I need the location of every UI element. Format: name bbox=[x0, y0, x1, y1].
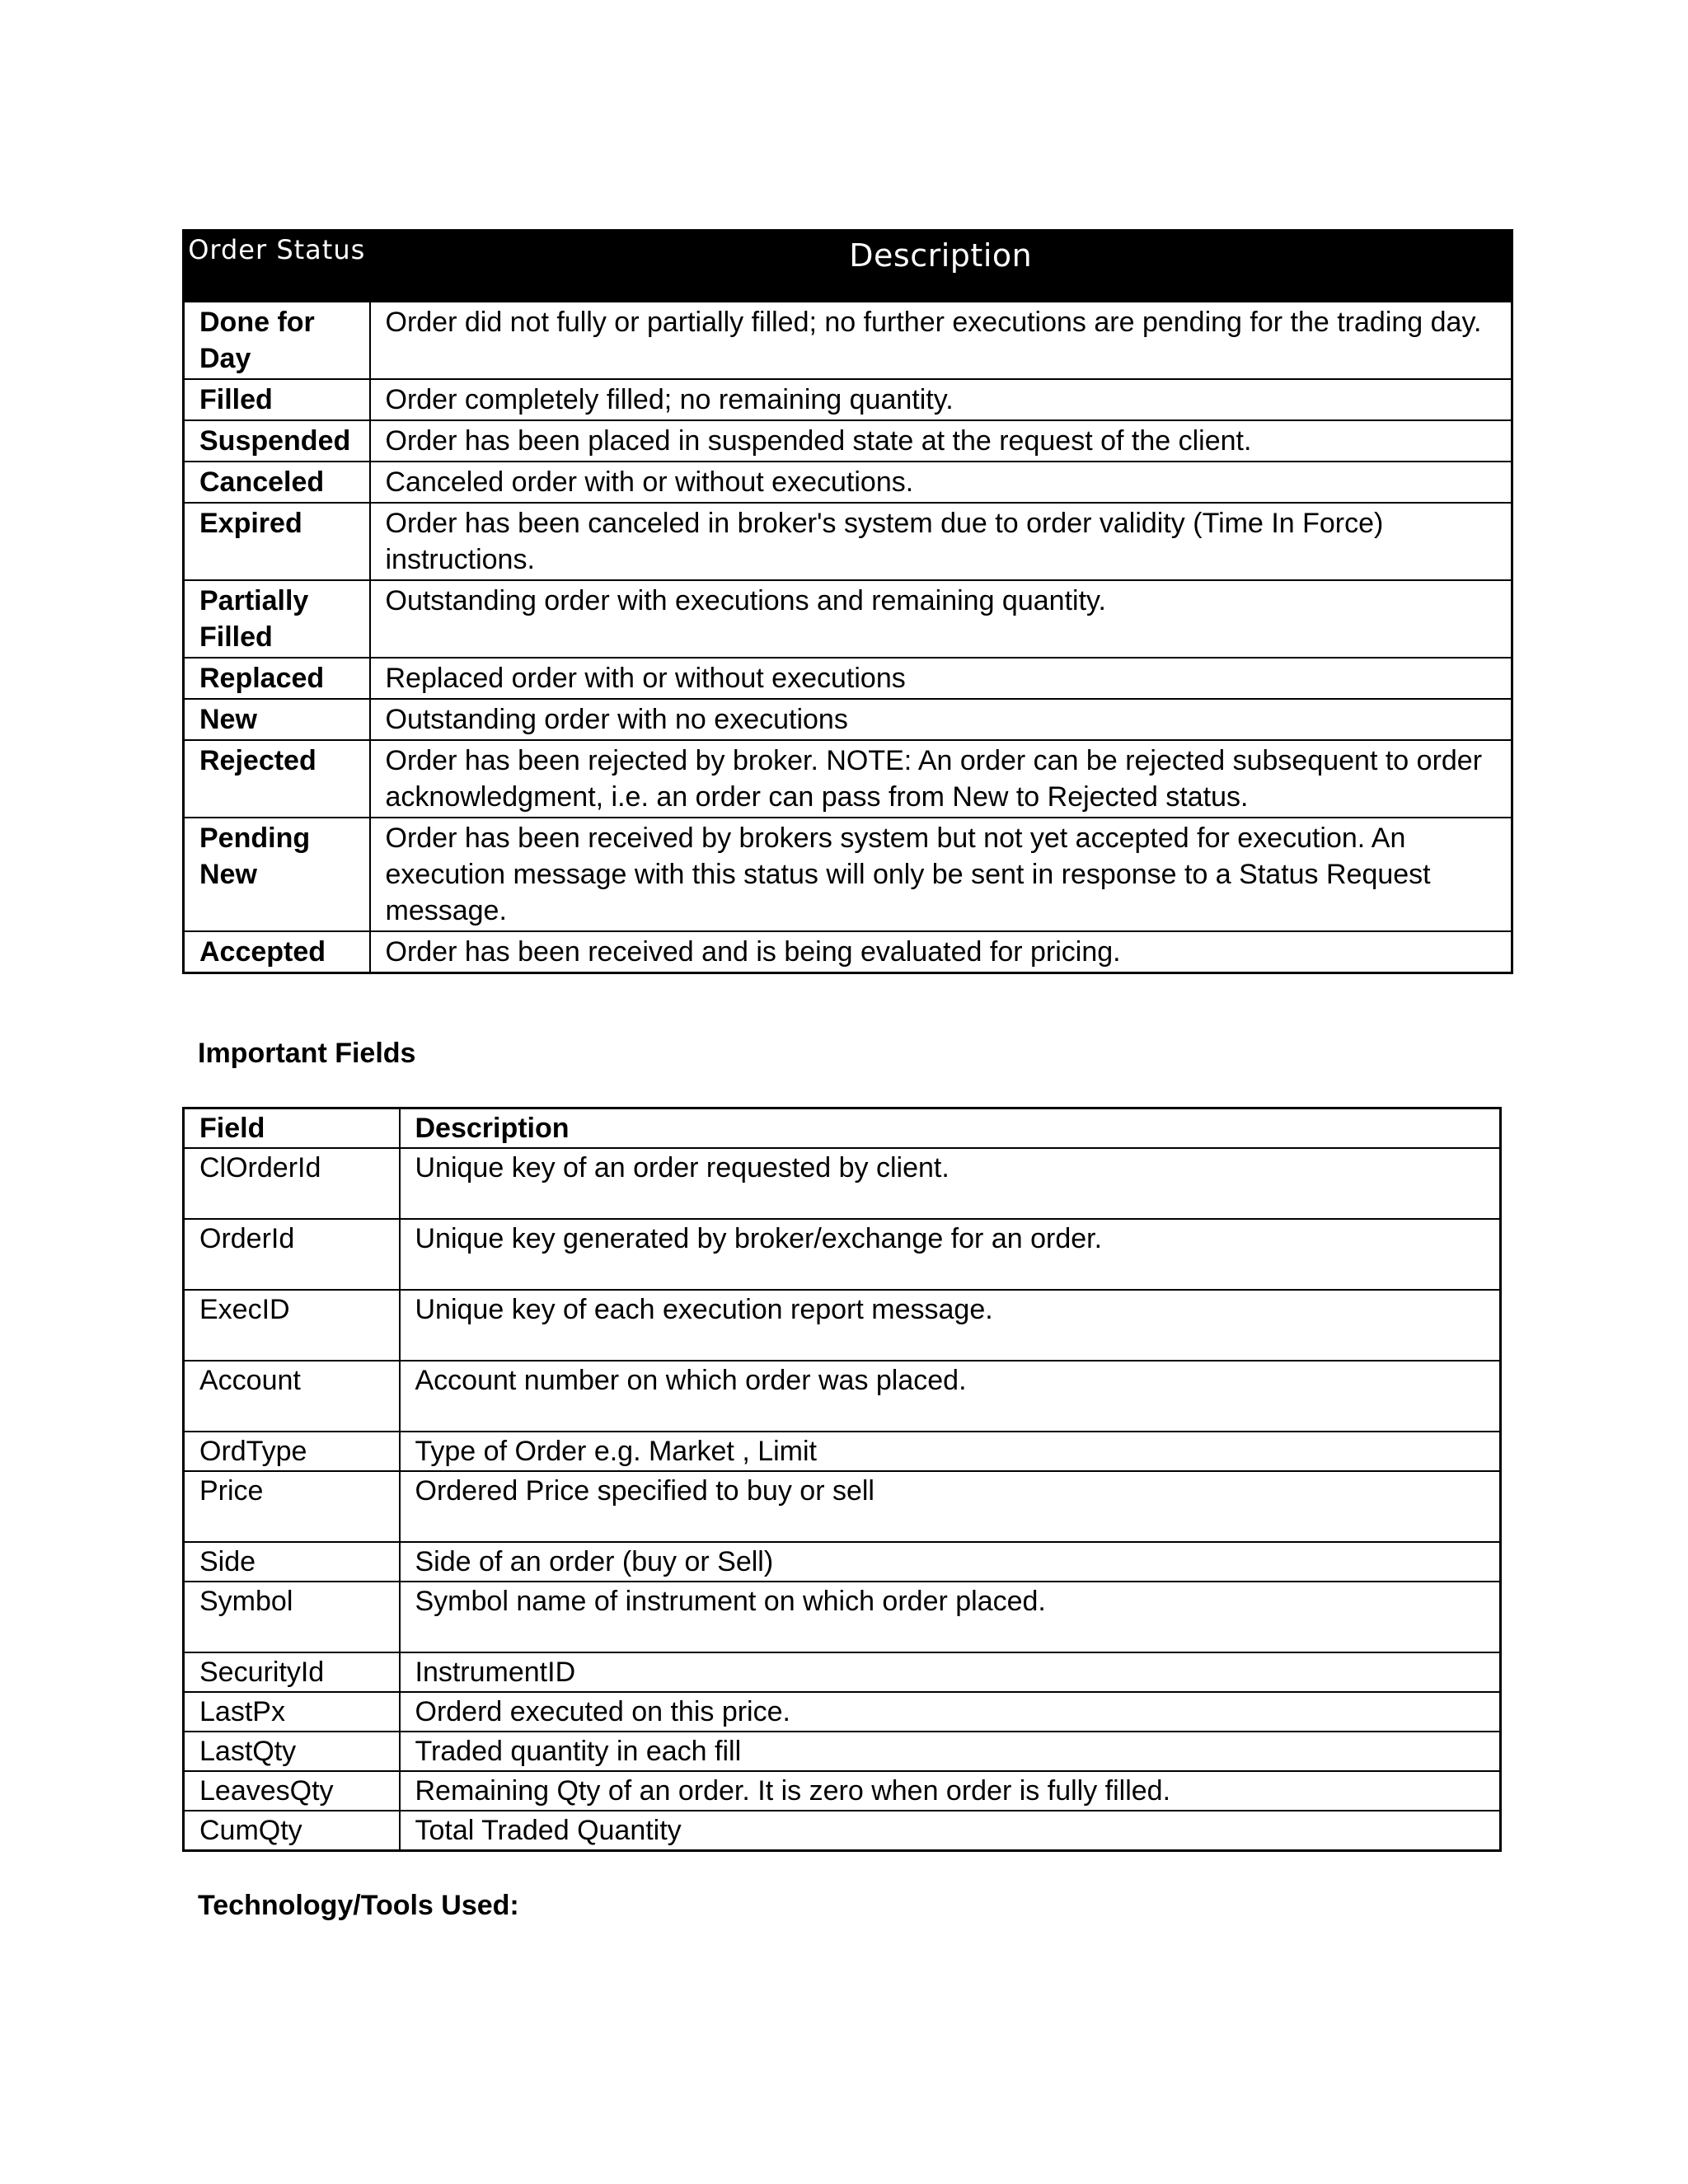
status-name: Pending New bbox=[184, 818, 370, 931]
field-description: Unique key of each execution report message. bbox=[400, 1290, 1501, 1361]
technology-tools-heading: Technology/Tools Used: bbox=[198, 1890, 519, 1921]
table-row bbox=[184, 1361, 1501, 1432]
table-row bbox=[184, 1811, 1501, 1851]
status-name: Expired bbox=[184, 503, 370, 580]
field-description: Remaining Qty of an order. It is zero when order is fully filled. bbox=[400, 1771, 1501, 1811]
table-row bbox=[184, 1219, 1501, 1290]
status-description: Replaced order with or without executions bbox=[370, 658, 1512, 699]
order-status-column-header: Order Status bbox=[184, 231, 370, 302]
field-name: ClOrderId bbox=[184, 1148, 400, 1219]
field-name: LeavesQty bbox=[184, 1771, 400, 1811]
status-description: Canceled order with or without executions. bbox=[370, 462, 1512, 503]
table-row bbox=[184, 1432, 1501, 1471]
field-description: Symbol name of instrument on which order placed. bbox=[400, 1582, 1501, 1652]
field-description: Orderd executed on this price. bbox=[400, 1692, 1501, 1732]
status-description: Order has been rejected by broker. NOTE: An order can be rejected subsequent to order acknowledgment, i.e. an order can pass from New to Rejected status. bbox=[370, 740, 1512, 818]
status-description: Order has been placed in suspended state at the request of the client. bbox=[370, 420, 1512, 462]
order-status-table bbox=[182, 229, 1513, 974]
field-description: Type of Order e.g. Market , Limit bbox=[400, 1432, 1501, 1471]
field-name: SecurityId bbox=[184, 1652, 400, 1692]
field-name: Account bbox=[184, 1361, 400, 1432]
field-description: Total Traded Quantity bbox=[400, 1811, 1501, 1851]
table-row bbox=[184, 1652, 1501, 1692]
field-name: LastPx bbox=[184, 1692, 400, 1732]
field-name: Price bbox=[184, 1471, 400, 1542]
field-name: OrdType bbox=[184, 1432, 400, 1471]
status-description: Order completely filled; no remaining quantity. bbox=[370, 379, 1512, 420]
status-name: Replaced bbox=[184, 658, 370, 699]
status-description: Order has been received and is being evaluated for pricing. bbox=[370, 931, 1512, 973]
field-description-column-header: Description bbox=[400, 1108, 1501, 1149]
field-description: Account number on which order was placed. bbox=[400, 1361, 1501, 1432]
status-name: Done for Day bbox=[184, 302, 370, 379]
status-description: Outstanding order with no executions bbox=[370, 699, 1512, 740]
status-name: Accepted bbox=[184, 931, 370, 973]
status-name: Partially Filled bbox=[184, 580, 370, 658]
table-row bbox=[184, 1732, 1501, 1771]
table-row bbox=[184, 931, 1512, 973]
status-name: New bbox=[184, 699, 370, 740]
order-status-header-row bbox=[184, 231, 1512, 302]
field-description: Side of an order (buy or Sell) bbox=[400, 1542, 1501, 1582]
table-row bbox=[184, 462, 1512, 503]
table-row bbox=[184, 302, 1512, 379]
table-row bbox=[184, 740, 1512, 818]
status-description: Order did not fully or partially filled; no further executions are pending for the trading day. bbox=[370, 302, 1512, 379]
table-row bbox=[184, 1692, 1501, 1732]
field-name: Symbol bbox=[184, 1582, 400, 1652]
fields-header-row bbox=[184, 1108, 1501, 1149]
field-description: InstrumentID bbox=[400, 1652, 1501, 1692]
important-fields-heading: Important Fields bbox=[198, 1038, 416, 1069]
field-description: Ordered Price specified to buy or sell bbox=[400, 1471, 1501, 1542]
description-column-header: Description bbox=[370, 231, 1512, 302]
status-name: Suspended bbox=[184, 420, 370, 462]
table-row bbox=[184, 1290, 1501, 1361]
field-name: LastQty bbox=[184, 1732, 400, 1771]
table-row bbox=[184, 379, 1512, 420]
field-name: Side bbox=[184, 1542, 400, 1582]
field-name: OrderId bbox=[184, 1219, 400, 1290]
field-name: CumQty bbox=[184, 1811, 400, 1851]
table-row bbox=[184, 1148, 1501, 1219]
table-row bbox=[184, 818, 1512, 931]
status-name: Filled bbox=[184, 379, 370, 420]
field-name: ExecID bbox=[184, 1290, 400, 1361]
table-row bbox=[184, 1771, 1501, 1811]
table-row bbox=[184, 658, 1512, 699]
table-row bbox=[184, 699, 1512, 740]
status-name: Canceled bbox=[184, 462, 370, 503]
table-row bbox=[184, 1542, 1501, 1582]
field-description: Unique key generated by broker/exchange for an order. bbox=[400, 1219, 1501, 1290]
table-row bbox=[184, 1582, 1501, 1652]
field-description: Traded quantity in each fill bbox=[400, 1732, 1501, 1771]
status-description: Order has been received by brokers system but not yet accepted for execution. An execution message with this status will only be sent in response to a Status Request message. bbox=[370, 818, 1512, 931]
table-row bbox=[184, 420, 1512, 462]
table-row bbox=[184, 503, 1512, 580]
status-name: Rejected bbox=[184, 740, 370, 818]
field-column-header: Field bbox=[184, 1108, 400, 1149]
important-fields-table bbox=[182, 1107, 1502, 1852]
status-description: Order has been canceled in broker's system due to order validity (Time In Force) instructions. bbox=[370, 503, 1512, 580]
table-row bbox=[184, 580, 1512, 658]
status-description: Outstanding order with executions and remaining quantity. bbox=[370, 580, 1512, 658]
field-description: Unique key of an order requested by client. bbox=[400, 1148, 1501, 1219]
table-row bbox=[184, 1471, 1501, 1542]
